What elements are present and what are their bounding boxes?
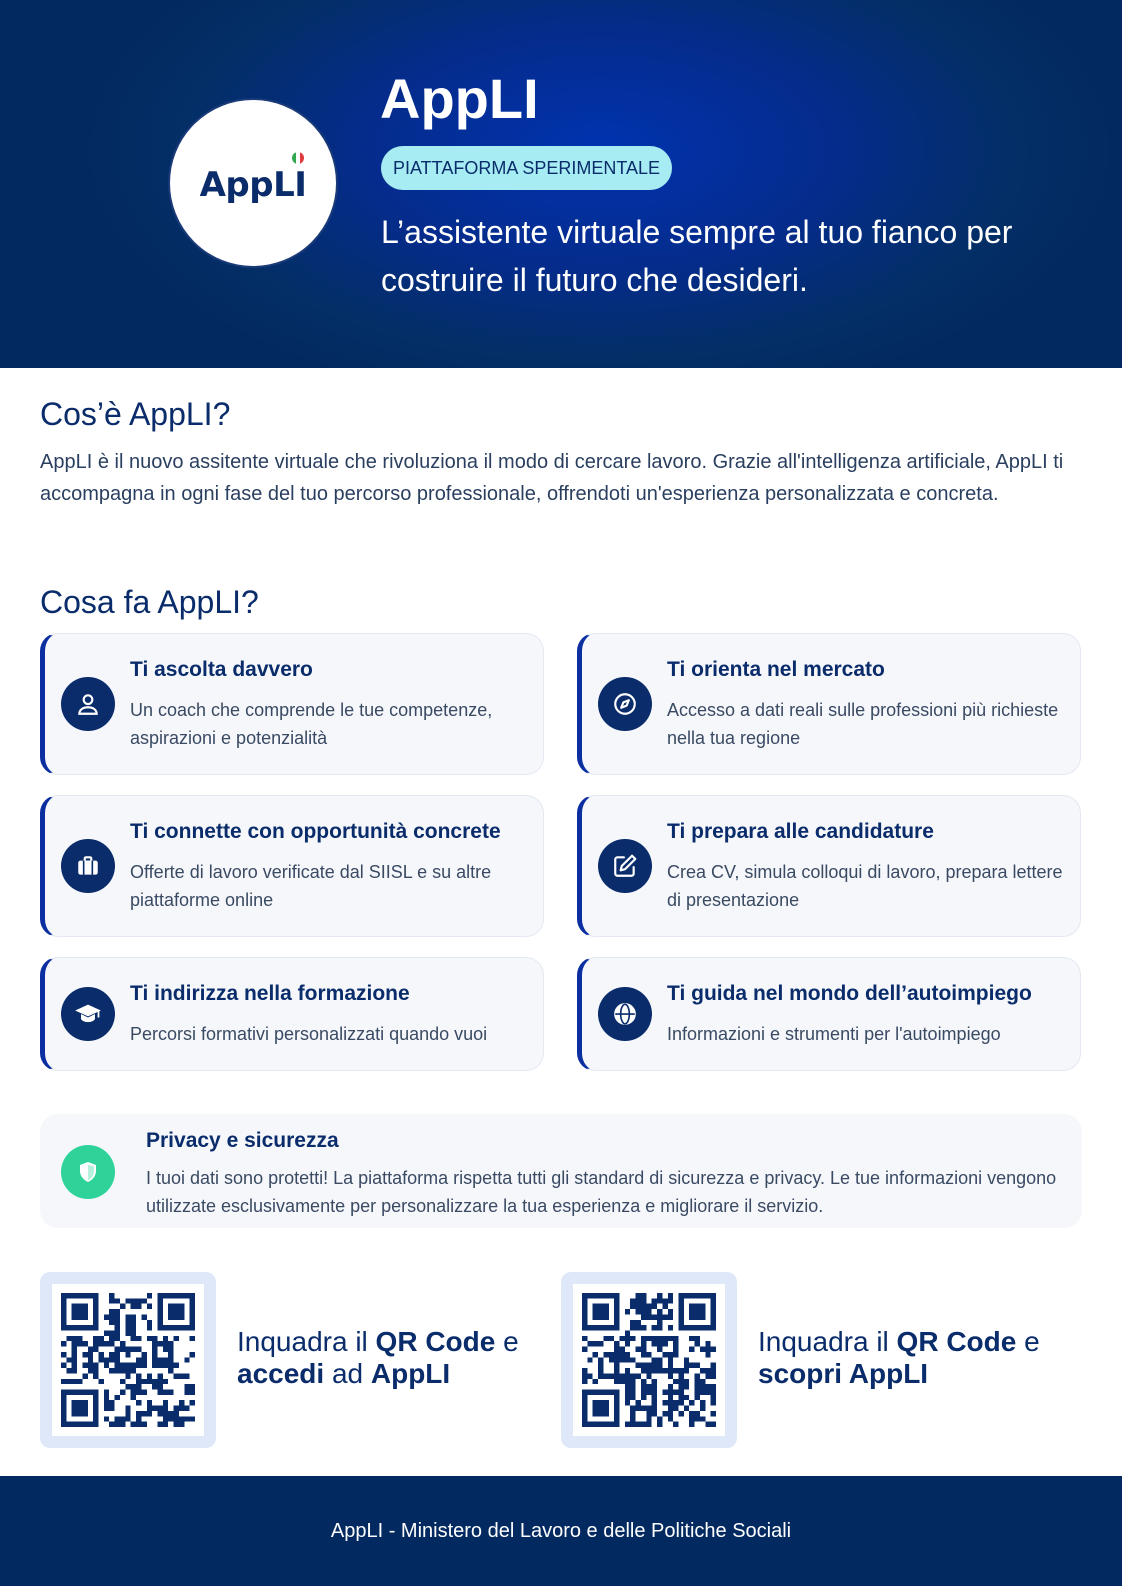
header-banner xyxy=(0,0,1122,368)
qr-caption-access: Inquadra il QR Code e accedi ad AppLI xyxy=(237,1326,519,1389)
page-title: AppLI xyxy=(380,67,539,130)
qr-code-image xyxy=(61,1293,195,1427)
user-icon xyxy=(61,677,115,731)
logo-text: AppLI xyxy=(199,165,307,205)
feature-card xyxy=(577,633,1081,775)
compass-icon xyxy=(598,677,652,731)
footer-text: AppLI - Ministero del Lavoro e delle Politiche Sociali xyxy=(330,1519,792,1542)
qr-code-image xyxy=(582,1293,716,1427)
qr-code-access[interactable] xyxy=(40,1272,216,1448)
globe-icon xyxy=(598,987,652,1041)
feature-card xyxy=(40,795,544,937)
feature-desc: Accesso a dati reali sulle professioni più richieste nella tua regione xyxy=(667,700,1059,748)
feature-desc: Un coach che comprende le tue competenze, aspirazioni e potenzialità xyxy=(130,700,493,748)
footer xyxy=(0,1476,1122,1586)
privacy-box xyxy=(40,1114,1082,1228)
feature-desc: Crea CV, simula colloqui di lavoro, prepara lettere di presentazione xyxy=(667,862,1063,910)
feature-title: Ti ascolta davvero xyxy=(130,658,313,681)
graduation-cap-icon xyxy=(61,987,115,1041)
status-badge: PIATTAFORMA SPERIMENTALE xyxy=(381,146,672,190)
tagline: L’assistente virtuale sempre al tuo fianco per costruire il futuro che desideri. xyxy=(381,214,1013,298)
italian-flag-icon xyxy=(292,152,304,164)
feature-title: Ti indirizza nella formazione xyxy=(130,982,410,1005)
privacy-text: I tuoi dati sono protetti! La piattaforma rispetta tutti gli standard di sicurezza e privacy. Le tue informazioni vengono utilizzate esclusivamente per personalizzare la tua esperienza e migliorare il servizio. xyxy=(146,1168,1057,1216)
feature-card xyxy=(577,795,1081,937)
shield-icon xyxy=(61,1145,115,1199)
feature-title: Ti prepara alle candidature xyxy=(667,820,934,843)
features-heading: Cosa fa AppLI? xyxy=(40,584,259,620)
feature-card xyxy=(40,957,544,1071)
qr-caption-discover: Inquadra il QR Code e scopri AppLI xyxy=(758,1326,1040,1389)
feature-title: Ti connette con opportunità concrete xyxy=(130,820,501,843)
feature-card xyxy=(577,957,1081,1071)
feature-desc: Informazioni e strumenti per l'autoimpiego xyxy=(667,1024,1001,1044)
qr-code-discover[interactable] xyxy=(561,1272,737,1448)
about-heading: Cos’è AppLI? xyxy=(40,396,231,432)
feature-title: Ti orienta nel mercato xyxy=(667,658,885,681)
feature-desc: Percorsi formativi personalizzati quando vuoi xyxy=(130,1024,488,1044)
edit-icon xyxy=(598,839,652,893)
feature-card xyxy=(40,633,544,775)
about-text: AppLI è il nuovo assitente virtuale che rivoluziona il modo di cercare lavoro. Grazie all'intelligenza artificiale, AppLI ti accompagna in ogni fase del tuo percorso professionale, offrendoti un'esperienza personalizzata e concreta. xyxy=(40,451,1064,505)
app-logo xyxy=(168,98,338,268)
feature-desc: Offerte di lavoro verificate dal SIISL e su altre piattaforme online xyxy=(130,862,492,910)
feature-title: Ti guida nel mondo dell’autoimpiego xyxy=(667,982,1032,1005)
briefcase-icon xyxy=(61,839,115,893)
privacy-title: Privacy e sicurezza xyxy=(146,1129,339,1152)
